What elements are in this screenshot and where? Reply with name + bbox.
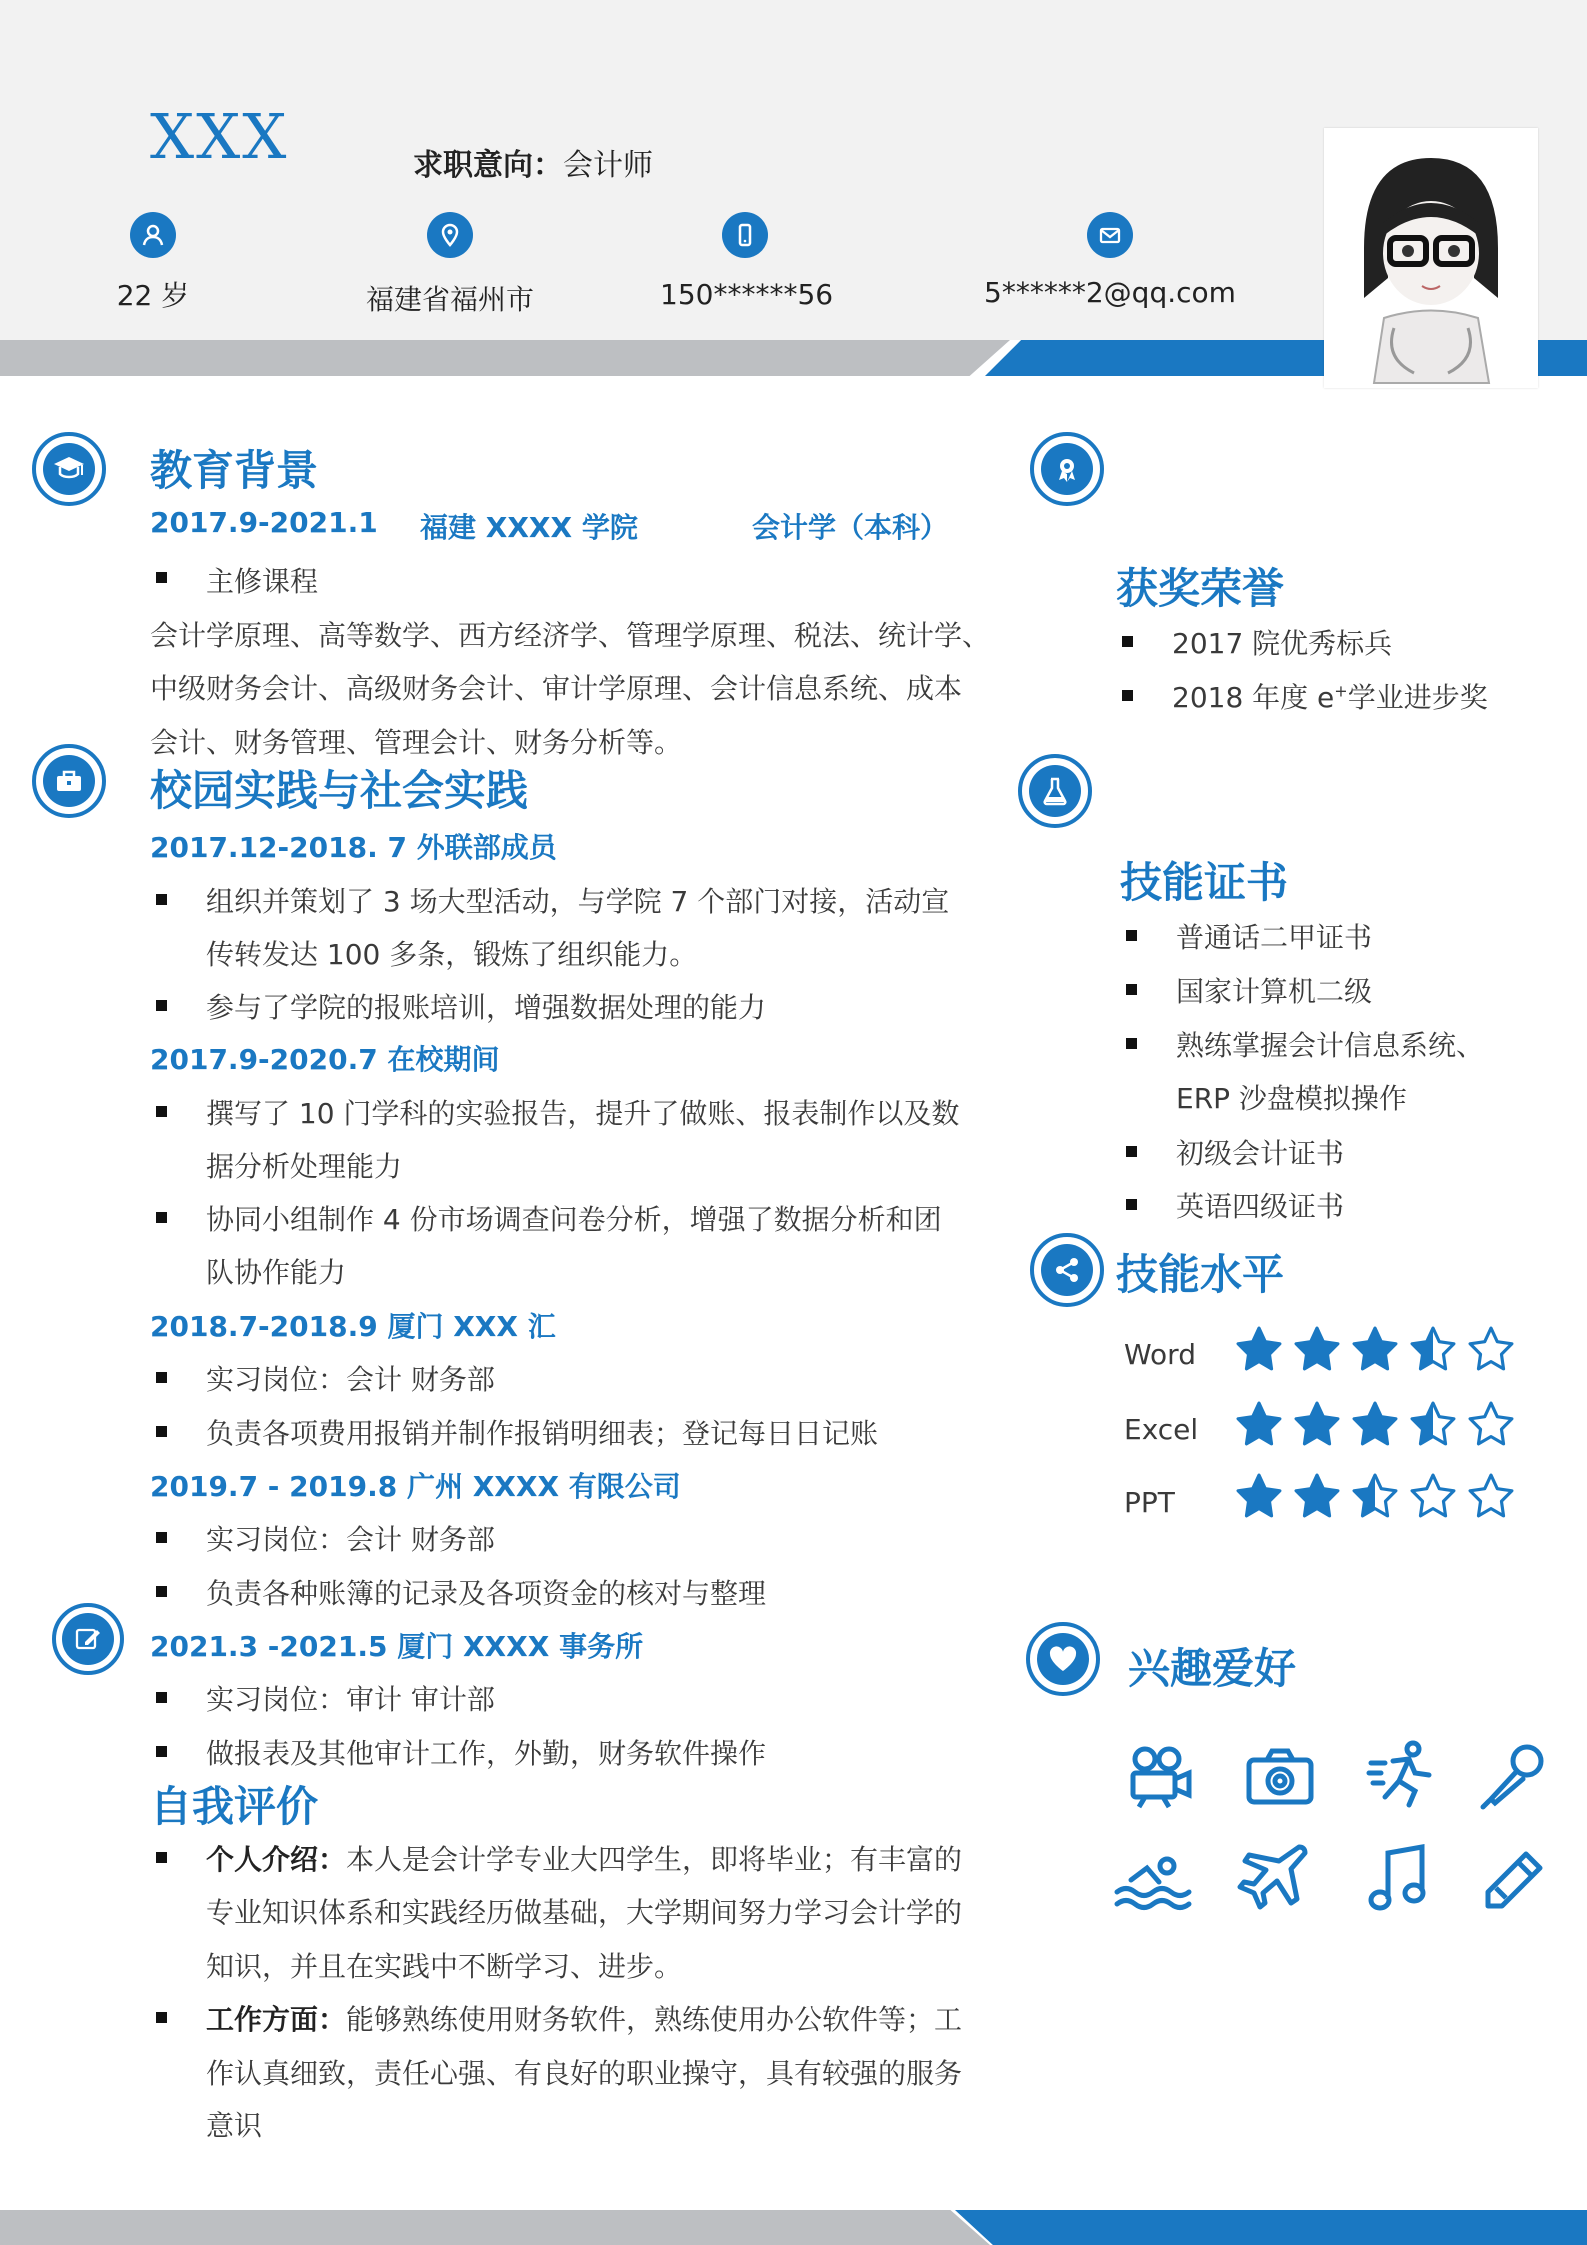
bullet	[156, 1000, 167, 1011]
education-school: 福建 XXXX 学院	[420, 511, 638, 544]
star-empty-icon	[1410, 1473, 1456, 1523]
certs-title: 技能证书	[1120, 858, 1289, 907]
heart-icon	[1026, 1622, 1100, 1696]
practice-item: 实习岗位：审计 审计部	[206, 1683, 495, 1716]
bullet	[1126, 930, 1137, 941]
job-intent-value: 会计师	[563, 148, 653, 183]
bullet	[1122, 690, 1133, 701]
music-note-icon	[1358, 1838, 1438, 1918]
bullet	[156, 1852, 167, 1863]
contact-email-text: 5******2@qq.com	[984, 276, 1236, 309]
star-full-icon	[1294, 1473, 1340, 1523]
award-text: 2018 年度 e	[1172, 681, 1335, 714]
course-line: 中级财务会计、高级财务会计、审计学原理、会计信息系统、成本	[150, 672, 963, 705]
bullet	[156, 1692, 167, 1703]
mail-icon	[1087, 212, 1133, 258]
practice-item: 协同小组制作 4 份市场调查问卷分析，增强了数据分析和团	[206, 1203, 942, 1236]
self-eval-title: 自我评价	[150, 1782, 319, 1831]
education-major: 会计学（本科）	[752, 511, 949, 544]
star-full-icon	[1294, 1326, 1340, 1376]
course-label: 主修课程	[206, 565, 319, 598]
pencil-icon	[1474, 1840, 1554, 1920]
edit-icon	[52, 1603, 124, 1675]
education-title: 教育背景	[150, 446, 319, 495]
bullet	[156, 2012, 167, 2023]
course-line: 会计、财务管理、管理会计、财务分析等。	[150, 726, 683, 759]
user-icon	[130, 212, 176, 258]
cert-item: 熟练掌握会计信息系统、	[1176, 1029, 1485, 1062]
phone-icon	[722, 212, 768, 258]
bullet	[1122, 636, 1133, 647]
award-item: 2017 院优秀标兵	[1172, 627, 1393, 660]
graduation-cap-icon	[32, 432, 106, 506]
microphone-icon	[1474, 1736, 1554, 1816]
avatar	[1324, 128, 1538, 388]
bullet	[156, 1212, 167, 1223]
cert-item: 国家计算机二级	[1176, 975, 1373, 1008]
practice-title: 校园实践与社会实践	[150, 766, 529, 815]
award-sup: +	[1334, 681, 1348, 701]
self-eval-item	[206, 1838, 962, 1878]
cert-item: 初级会计证书	[1176, 1137, 1345, 1170]
header-band-gray	[0, 340, 1010, 376]
contact-phone	[660, 212, 834, 311]
bullet	[1126, 984, 1137, 995]
award-icon	[1030, 432, 1104, 506]
skill-rating	[1236, 1326, 1514, 1376]
self-eval-clipped	[206, 2100, 966, 2142]
bullet	[156, 1106, 167, 1117]
self-eval-text: 能够熟练使用财务软件，熟练使用办公软件等；工	[346, 2003, 963, 2036]
job-intent-label: 求职意向：	[413, 148, 563, 183]
star-full-icon	[1294, 1401, 1340, 1451]
skill-name: Excel	[1124, 1413, 1199, 1446]
contact-age	[98, 212, 208, 314]
bullet	[156, 894, 167, 905]
award-text: 学业进步奖	[1347, 681, 1488, 714]
location-icon	[427, 212, 473, 258]
airplane-icon	[1236, 1836, 1316, 1916]
swimming-icon	[1112, 1838, 1192, 1918]
star-full-icon	[1236, 1473, 1282, 1523]
awards-title: 获奖荣誉	[1116, 564, 1285, 613]
footer-band-gray	[0, 2210, 990, 2245]
job-intent	[413, 140, 653, 184]
award-item	[1172, 676, 1488, 716]
self-eval-line: 意识	[206, 2109, 263, 2142]
camera-icon	[1240, 1736, 1320, 1816]
star-full-icon	[1236, 1326, 1282, 1376]
practice-heading: 2021.3 -2021.5 厦门 XXXX 事务所	[150, 1630, 644, 1663]
skill-name: PPT	[1124, 1486, 1175, 1519]
course-line: 会计学原理、高等数学、西方经济学、管理学原理、税法、统计学、	[150, 619, 991, 652]
bullet	[1126, 1146, 1137, 1157]
self-eval-item	[206, 1998, 962, 2038]
contact-phone-text: 150******56	[660, 278, 834, 311]
star-half-icon	[1410, 1326, 1456, 1376]
bullet	[156, 572, 167, 583]
movie-camera-icon	[1120, 1736, 1200, 1816]
self-eval-line: 专业知识体系和实践经历做基础，大学期间努力学习会计学的	[206, 1896, 963, 1929]
hobbies-title: 兴趣爱好	[1128, 1644, 1297, 1693]
star-full-icon	[1236, 1401, 1282, 1451]
practice-heading: 2018.7-2018.9 厦门 XXX 汇	[150, 1310, 556, 1343]
star-empty-icon	[1468, 1401, 1514, 1451]
self-eval-label: 个人介绍：	[206, 1843, 347, 1876]
bullet	[156, 1426, 167, 1437]
share-icon	[1030, 1233, 1104, 1307]
practice-item: 参与了学院的报账培训，增强数据处理的能力	[206, 991, 767, 1024]
contact-location	[360, 212, 540, 318]
bullet	[1126, 1038, 1137, 1049]
practice-item: 队协作能力	[206, 1256, 347, 1289]
practice-item: 据分析处理能力	[206, 1150, 403, 1183]
practice-item: 负责各项费用报销并制作报销明细表；登记每日日记账	[206, 1417, 879, 1450]
cert-item: 普通话二甲证书	[1176, 921, 1373, 954]
cert-item: 英语四级证书	[1176, 1190, 1345, 1223]
briefcase-icon	[32, 744, 106, 818]
star-half-icon	[1410, 1401, 1456, 1451]
bullet	[156, 1746, 167, 1757]
star-empty-icon	[1468, 1473, 1514, 1523]
self-eval-label: 工作方面：	[206, 2003, 347, 2036]
practice-item: 实习岗位：会计 财务部	[206, 1363, 495, 1396]
contact-email	[980, 212, 1240, 309]
practice-item: 负责各种账簿的记录及各项资金的核对与整理	[206, 1577, 767, 1610]
star-empty-icon	[1468, 1326, 1514, 1376]
practice-heading: 2017.9-2020.7 在校期间	[150, 1043, 500, 1076]
education-period: 2017.9-2021.1	[150, 506, 378, 539]
skills-title: 技能水平	[1116, 1250, 1285, 1299]
bullet	[156, 1372, 167, 1383]
star-full-icon	[1352, 1326, 1398, 1376]
practice-item: 实习岗位：会计 财务部	[206, 1523, 495, 1556]
practice-item: 撰写了 10 门学科的实验报告，提升了做账、报表制作以及数	[206, 1097, 960, 1130]
bullet	[1126, 1199, 1137, 1210]
skill-rating	[1236, 1473, 1514, 1523]
star-half-icon	[1352, 1473, 1398, 1523]
practice-item: 做报表及其他审计工作，外勤，财务软件操作	[206, 1737, 767, 1770]
running-icon	[1362, 1734, 1442, 1814]
contact-age-text: 22 岁	[116, 279, 190, 312]
candidate-name: XXX	[150, 100, 289, 173]
practice-item: 传转发达 100 多条，锻炼了组织能力。	[206, 938, 698, 971]
flask-icon	[1018, 754, 1092, 828]
self-eval-line: 作认真细致，责任心强、有良好的职业操守，具有较强的服务	[206, 2057, 963, 2090]
practice-heading: 2017.12-2018. 7 外联部成员	[150, 831, 557, 864]
practice-item: 组织并策划了 3 场大型活动，与学院 7 个部门对接，活动宣	[206, 885, 950, 918]
footer-band-blue	[955, 2210, 1587, 2245]
contact-location-text: 福建省福州市	[365, 283, 534, 316]
self-eval-line: 知识，并且在实践中不断学习、进步。	[206, 1950, 683, 1983]
practice-heading: 2019.7 - 2019.8 广州 XXXX 有限公司	[150, 1470, 681, 1503]
self-eval-text: 本人是会计学专业大四学生，即将毕业；有丰富的	[346, 1843, 963, 1876]
bullet	[156, 1532, 167, 1543]
skill-rating	[1236, 1401, 1514, 1451]
cert-item-cont: ERP 沙盘模拟操作	[1176, 1082, 1407, 1115]
bullet	[156, 1586, 167, 1597]
skill-name: Word	[1124, 1338, 1196, 1371]
star-full-icon	[1352, 1401, 1398, 1451]
